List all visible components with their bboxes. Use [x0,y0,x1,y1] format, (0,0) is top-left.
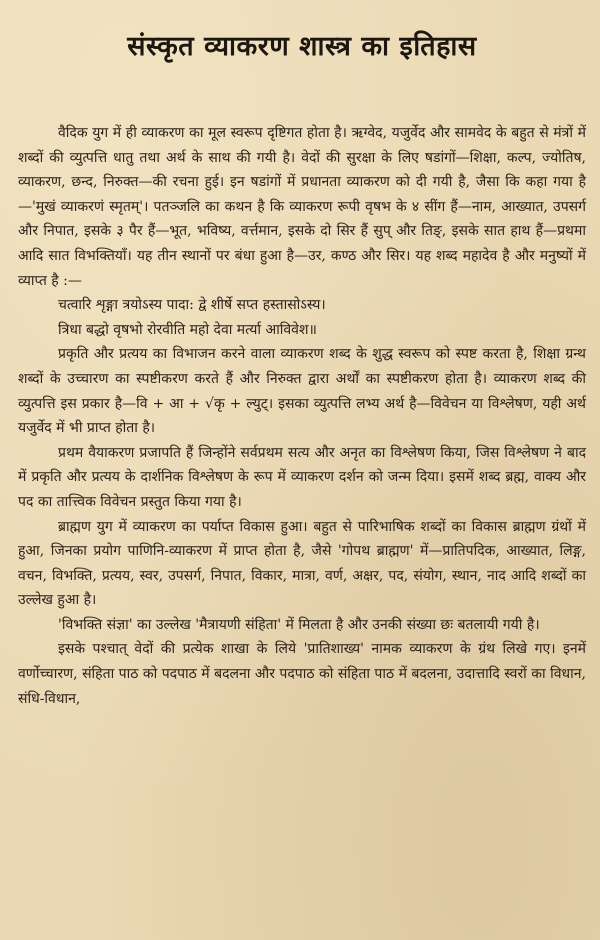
paragraph-brahmana-yuga: ब्राह्मण युग में व्याकरण का पर्याप्त विकास हुआ। बहुत से पारिभाषिक शब्दों का विकास ब्राह्मण ग्रंथों में हुआ, जिनका प्रयोग पाणिनि-व्याकरण में प्राप्त होता है, जैसे 'गोपथ ब्राह्मण' में—प्रातिपदिक, आख्यात, लिङ्ग, वचन, विभक्ति, प्रत्यय, स्वर, उपसर्ग, निपात, विकार, मात्रा, वर्ण, अक्षर, पद, संयोग, स्थान, नाद आदि शब्दों का उल्लेख हुआ है। [18,518,586,609]
verse-line-2: त्रिधा बद्धो वृषभो रोरवीति महो देवा मर्त्या आविवेश॥ [58,321,317,338]
paragraph-prakriti-pratyaya: प्रकृति और प्रत्यय का विभाजन करने वाला व्याकरण शब्द के शुद्ध स्वरूप को स्पष्ट करता है, शिक्षा ग्रन्थ शब्दों के उच्चारण का स्पष्टीकरण करते हैं और निरुक्त द्वारा अर्थों का स्पष्टीकरण होता है। व्याकरण शब्द की व्युत्पत्ति इस प्रकार है—वि + आ + √कृ + ल्युट्। इसका व्युत्पत्ति लभ्य अर्थ है—विवेचन या विश्लेषण, यही अर्थ यजुर्वेद में भी प्राप्त होता है। [18,346,586,437]
paragraph-prajapati: प्रथम वैयाकरण प्रजापति हैं जिन्होंने सर्वप्रथम सत्य और अनृत का विश्लेषण किया, जिस विश्लेषण ने बाद में प्रकृति और प्रत्यय के दार्शनिक विश्लेषण के रूप में व्याकरण दर्शन को जन्म दिया। इसमें शब्द ब्रह्म, वाक्य और पद का तात्त्विक विवेचन प्रस्तुत किया गया है। [18,444,587,510]
page-title: संस्कृत व्याकरण शास्त्र का इतिहास [127,31,477,62]
paragraph-pratishakhya: इसके पश्चात् वेदों की प्रत्येक शाखा के लिये 'प्रातिशाख्य' नामक व्याकरण के ग्रंथ लिखे गए। इनमें वर्णोच्चारण, संहिता पाठ को पदपाठ में बदलना और पदपाठ को संहिता पाठ में बदलना, उदात्तादि स्वरों का विधान, संधि-विधान, [18,641,586,707]
paragraph-vedic-origin: वैदिक युग में ही व्याकरण का मूल स्वरूप दृष्टिगत होता है। ऋग्वेद, यजुर्वेद और सामवेद के बहुत से मंत्रों में शब्दों की व्युत्पत्ति धातु तथा अर्थ के साथ की गयी है। वेदों की सुरक्षा के लिए षडांगों—शिक्षा, कल्प, ज्योतिष, व्याकरण, छन्द, निरुक्त—की रचना हुई। इन षडांगों में प्रधानता व्याकरण को दी गयी है, जैसा कि कहा गया है—'मुखं व्याकरणं स्मृतम्'। पतञ्जलि का कथन है कि व्याकरण रूपी वृषभ के ४ सींग हैं—नाम, आख्यात, उपसर्ग और निपात, इसके ३ पैर हैं—भूत, भविष्य, वर्त्तमान, इसके दो सिर हैं सुप् और तिङ्, इसके सात हाथ हैं—प्रथमा आदि सात विभक्तियाँ। यह तीन स्थानों पर बंधा हुआ है—उर, कण्ठ और सिर। यह शब्द महादेव है और मनुष्यों में व्याप्त है :— [18,125,586,289]
verse-quote [18,293,586,342]
verse-line-1: चत्वारि शृङ्गा त्रयोऽस्य पादा: द्वे शीर्षे सप्त हस्तासोऽस्य। [58,297,326,314]
paragraph-vibhakti-sanjna: 'विभक्ति संज्ञा' का उल्लेख 'मैत्रायणी संहिता' में मिलता है और उनकी संख्या छः बतलायी गयी है। [58,616,540,633]
